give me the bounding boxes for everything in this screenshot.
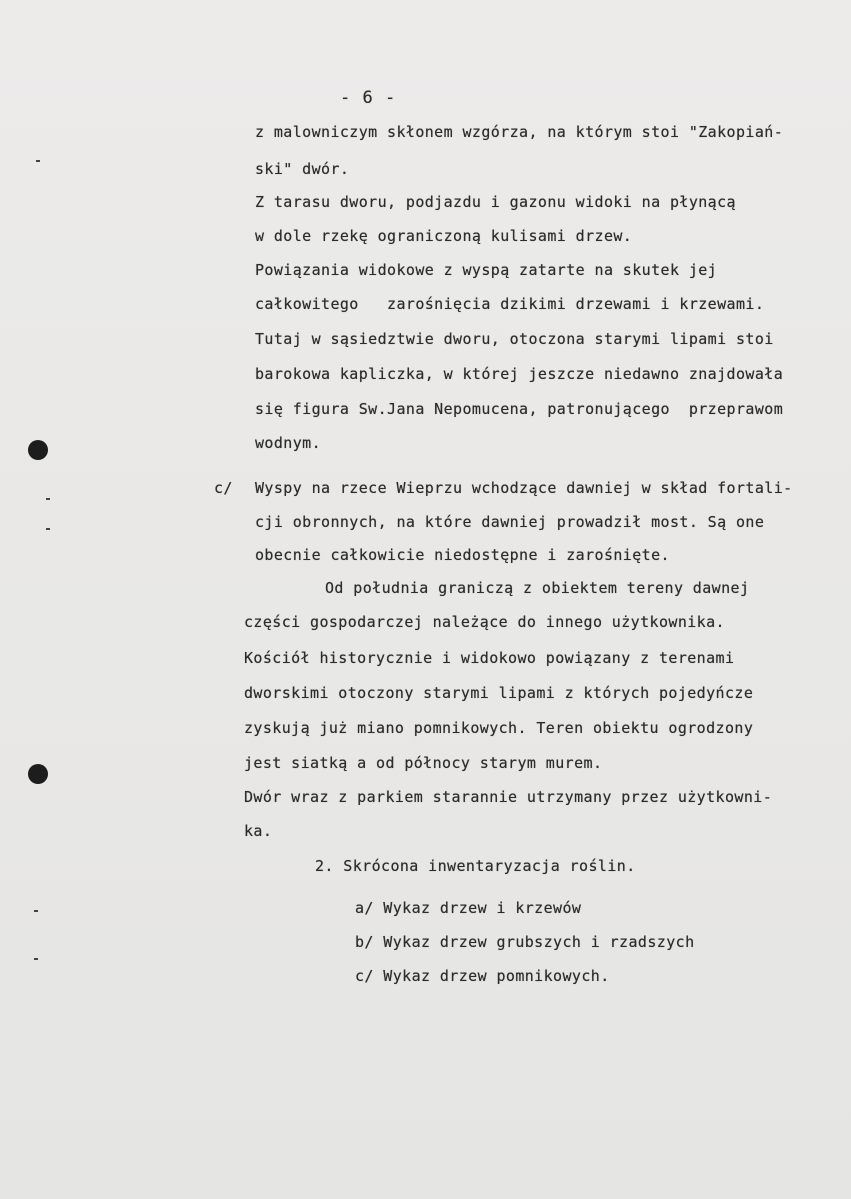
punch-hole-top — [28, 440, 48, 460]
text-line: zyskują już miano pomnikowych. Teren obiektu ogrodzony — [244, 719, 754, 737]
text-line: Z tarasu dworu, podjazdu i gazonu widoki na płynącą — [255, 193, 736, 211]
list-item: a/ Wykaz drzew i krzewów — [355, 899, 582, 917]
text-line: Wyspy na rzece Wieprzu wchodzące dawniej w skład fortali- — [255, 479, 793, 497]
margin-mark — [46, 528, 50, 530]
text-line: cji obronnych, na które dawniej prowadził most. Są one — [255, 513, 765, 531]
list-item: b/ Wykaz drzew grubszych i rzadszych — [355, 933, 695, 951]
text-line: ski" dwór. — [255, 160, 350, 178]
margin-mark — [34, 910, 38, 912]
margin-mark — [36, 160, 40, 162]
text-line: ka. — [244, 822, 273, 840]
punch-hole-bottom — [28, 764, 48, 784]
text-line: Powiązania widokowe z wyspą zatarte na skutek jej — [255, 261, 718, 279]
margin-mark — [34, 958, 38, 960]
text-line: obecnie całkowicie niedostępne i zarośnięte. — [255, 546, 670, 564]
text-line: wodnym. — [255, 434, 322, 452]
list-marker: c/ — [214, 479, 233, 497]
text-line: w dole rzekę ograniczoną kulisami drzew. — [255, 227, 633, 245]
text-line: z malowniczym skłonem wzgórza, na którym stoi "Zakopiań- — [255, 123, 784, 141]
text-line: części gospodarczej należące do innego użytkownika. — [244, 613, 725, 631]
margin-mark — [46, 498, 50, 500]
text-line: dworskimi otoczony starymi lipami z których pojedyńcze — [244, 684, 754, 702]
text-line: Od południa graniczą z obiektem tereny dawnej — [325, 579, 750, 597]
text-line: całkowitego zarośnięcia dzikimi drzewami i krzewami. — [255, 295, 765, 313]
text-line: jest siatką a od północy starym murem. — [244, 754, 603, 772]
text-line: Dwór wraz z parkiem starannie utrzymany przez użytkowni- — [244, 788, 773, 806]
text-line: Tutaj w sąsiedztwie dworu, otoczona starymi lipami stoi — [255, 330, 774, 348]
text-line: się figura Sw.Jana Nepomucena, patronującego przeprawom — [255, 400, 784, 418]
text-line: barokowa kapliczka, w której jeszcze niedawno znajdowała — [255, 365, 784, 383]
section-heading: 2. Skrócona inwentaryzacja roślin. — [315, 857, 636, 875]
page-number: - 6 - — [340, 88, 397, 108]
text-line: Kościół historycznie i widokowo powiązany z terenami — [244, 649, 735, 667]
list-item: c/ Wykaz drzew pomnikowych. — [355, 967, 610, 985]
